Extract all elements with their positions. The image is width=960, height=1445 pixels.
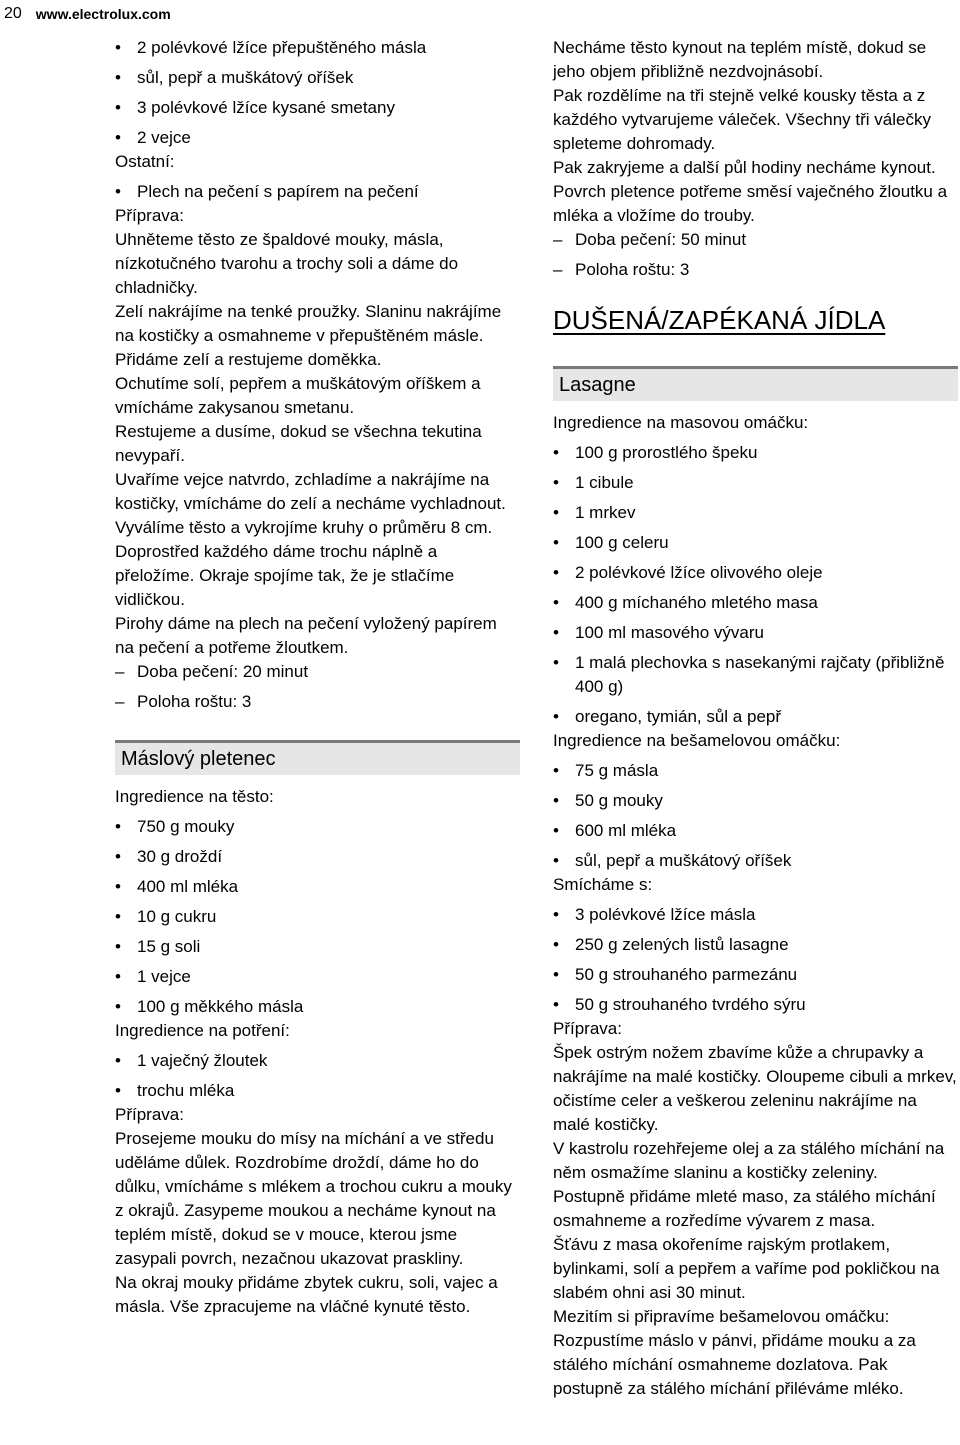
list-item: • 1 vejce bbox=[115, 965, 520, 989]
other-list bbox=[115, 180, 520, 204]
list-item: • 50 g strouhaného tvrdého sýru bbox=[553, 993, 958, 1017]
heading-preparation-2: Příprava: bbox=[115, 1105, 184, 1124]
coating-list bbox=[115, 1049, 520, 1103]
heading-preparation: Příprava: bbox=[115, 206, 184, 225]
list-item: • 1 vaječný žloutek bbox=[115, 1049, 520, 1073]
paragraph: Restujeme a dusíme, dokud se všechna tekutina nevypaří. bbox=[115, 422, 482, 465]
paragraph: V kastrolu rozehřejeme olej a za stálého míchání na něm osmažíme slaninu a kostičky zeleniny. bbox=[553, 1139, 945, 1182]
paragraph: Prosejeme mouku do mísy na míchání a ve středu uděláme důlek. Rozdrobíme droždí, dáme ho do důlku, vmícháme s mlékem a trochou cukru a mouky z okrajů. Zasypeme moukou a necháme kynout na teplém místě, dokud se v mouce, kterou jsme zasypali povrch, nezačnou ukazovat praskliny. bbox=[115, 1129, 512, 1268]
list-item: • sůl, pepř a muškátový oříšek bbox=[115, 66, 520, 90]
paragraph: Zelí nakrájíme na tenké proužky. Slaninu nakrájíme na kostičky a osmahneme v přepuštěném másle. Přidáme zelí a restujeme doměkka. bbox=[115, 302, 502, 369]
list-item: • 3 polévkové lžíce kysané smetany bbox=[115, 96, 520, 120]
paragraph: Vyválíme těsto a vykrojíme kruhy o průměru 8 cm. bbox=[115, 518, 493, 537]
section-title-box bbox=[115, 740, 520, 775]
paragraph: Špek ostrým nožem zbavíme kůže a chrupavky a nakrájíme na malé kostičky. Oloupeme cibuli a mrkev, očistíme celer a veškerou zeleninu nakrájíme na malé kostičky. bbox=[553, 1043, 957, 1134]
list-item: • 2 polévkové lžíce olivového oleje bbox=[553, 561, 958, 585]
paragraph: Ochutíme solí, pepřem a muškátovým oříškem a vmícháme zakysanou smetanu. bbox=[115, 374, 481, 417]
list-item: • trochu mléka bbox=[115, 1079, 520, 1103]
heading-dough: Ingredience na těsto: bbox=[115, 787, 274, 806]
list-item: • 1 malá plechovka s nasekanými rajčaty (přibližně 400 g) bbox=[553, 651, 958, 699]
left-column bbox=[115, 36, 520, 1319]
page-header bbox=[0, 0, 200, 28]
right-column bbox=[553, 36, 958, 1401]
list-item: • 100 g prorostlého špeku bbox=[553, 441, 958, 465]
dough-list bbox=[115, 815, 520, 1019]
list-item: • 10 g cukru bbox=[115, 905, 520, 929]
heading-preparation: Příprava: bbox=[553, 1019, 622, 1038]
baking-info-list bbox=[115, 660, 520, 714]
list-item: • oregano, tymián, sůl a pepř bbox=[553, 705, 958, 729]
list-item: • sůl, pepř a muškátový oříšek bbox=[553, 849, 958, 873]
list-item: • 1 cibule bbox=[553, 471, 958, 495]
list-item: • 50 g strouhaného parmezánu bbox=[553, 963, 958, 987]
baking-info-list bbox=[553, 228, 958, 282]
page-number: 20 bbox=[4, 5, 22, 22]
heading-meat-sauce: Ingredience na masovou omáčku: bbox=[553, 413, 809, 432]
paragraph: Mezitím si připravíme bešamelovou omáčku: Rozpustíme máslo v pánvi, přidáme mouku a za stálého míchání osmahneme dozlatova. Pak postupně za stálého míchání přiléváme mléko. bbox=[553, 1307, 916, 1398]
baking-time: – Doba pečení: 20 minut bbox=[115, 660, 520, 684]
list-item: • 400 g míchaného mletého masa bbox=[553, 591, 958, 615]
paragraph: Postupně přidáme mleté maso, za stálého míchání osmahneme a rozředíme vývarem z masa. bbox=[553, 1187, 936, 1230]
list-item: • 750 g mouky bbox=[115, 815, 520, 839]
list-item: • 400 ml mléka bbox=[115, 875, 520, 899]
list-item: • 50 g mouky bbox=[553, 789, 958, 813]
baking-time: – Doba pečení: 50 minut bbox=[553, 228, 958, 252]
chapter-title: DUŠENÁ/ZAPÉKANÁ JÍDLA bbox=[553, 305, 886, 335]
paragraph: Uhněteme těsto ze špaldové mouky, másla, nízkotučného tvarohu a trochy soli a dáme do chladničky. bbox=[115, 230, 459, 297]
heading-other: Ostatní: bbox=[115, 152, 175, 171]
list-item: • 75 g másla bbox=[553, 759, 958, 783]
list-item: • Plech na pečení s papírem na pečení bbox=[115, 180, 520, 204]
list-item: • 3 polévkové lžíce másla bbox=[553, 903, 958, 927]
paragraph: Doprostřed každého dáme trochu náplně a přeložíme. Okraje spojíme tak, že je stlačíme vidličkou. bbox=[115, 542, 455, 609]
ingredient-list-continued bbox=[115, 36, 520, 150]
heading-mix: Smícháme s: bbox=[553, 875, 653, 894]
shelf-position: – Poloha roštu: 3 bbox=[553, 258, 958, 282]
heading-bechamel: Ingredience na bešamelovou omáčku: bbox=[553, 731, 841, 750]
list-item: • 600 ml mléka bbox=[553, 819, 958, 843]
paragraph: Na okraj mouky přidáme zbytek cukru, soli, vajec a másla. Vše zpracujeme na vláčné kynuté těsto. bbox=[115, 1273, 498, 1316]
section-title: Lasagne bbox=[559, 374, 636, 396]
list-item: • 30 g droždí bbox=[115, 845, 520, 869]
paragraph: Pak rozdělíme na tři stejně velké kousky těsta a z každého vytvarujeme váleček. Všechny tři válečky spleteme dohromady. bbox=[553, 86, 931, 153]
list-item: • 2 polévkové lžíce přepuštěného másla bbox=[115, 36, 520, 60]
list-item: • 15 g soli bbox=[115, 935, 520, 959]
bechamel-list bbox=[553, 759, 958, 873]
list-item: • 250 g zelených listů lasagne bbox=[553, 933, 958, 957]
website-url[interactable]: www.electrolux.com bbox=[35, 6, 171, 22]
meat-sauce-list bbox=[553, 441, 958, 729]
list-item: • 2 vejce bbox=[115, 126, 520, 150]
paragraph: Uvaříme vejce natvrdo, zchladíme a nakrájíme na kostičky, vmícháme do zelí a necháme vychladnout. bbox=[115, 470, 506, 513]
list-item: • 100 ml masového vývaru bbox=[553, 621, 958, 645]
paragraph: Pak zakryjeme a další půl hodiny necháme kynout. Povrch pletence potřeme směsí vaječného žloutku a mléka a vložíme do trouby. bbox=[553, 158, 948, 225]
mix-list bbox=[553, 903, 958, 1017]
list-item: • 1 mrkev bbox=[553, 501, 958, 525]
paragraph: Pirohy dáme na plech na pečení vyložený papírem na pečení a potřeme žloutkem. bbox=[115, 614, 497, 657]
paragraph: Necháme těsto kynout na teplém místě, dokud se jeho objem přibližně nezdvojnásobí. bbox=[553, 38, 927, 81]
section-title-box bbox=[553, 366, 958, 401]
paragraph: Šťávu z masa okořeníme rajským protlakem, bylinkami, solí a pepřem a vaříme pod pokličkou na slabém ohni asi 30 minut. bbox=[553, 1235, 940, 1302]
list-item: • 100 g měkkého másla bbox=[115, 995, 520, 1019]
section-title: Máslový pletenec bbox=[121, 748, 276, 770]
list-item: • 100 g celeru bbox=[553, 531, 958, 555]
shelf-position: – Poloha roštu: 3 bbox=[115, 690, 520, 714]
heading-coating: Ingredience na potření: bbox=[115, 1021, 290, 1040]
